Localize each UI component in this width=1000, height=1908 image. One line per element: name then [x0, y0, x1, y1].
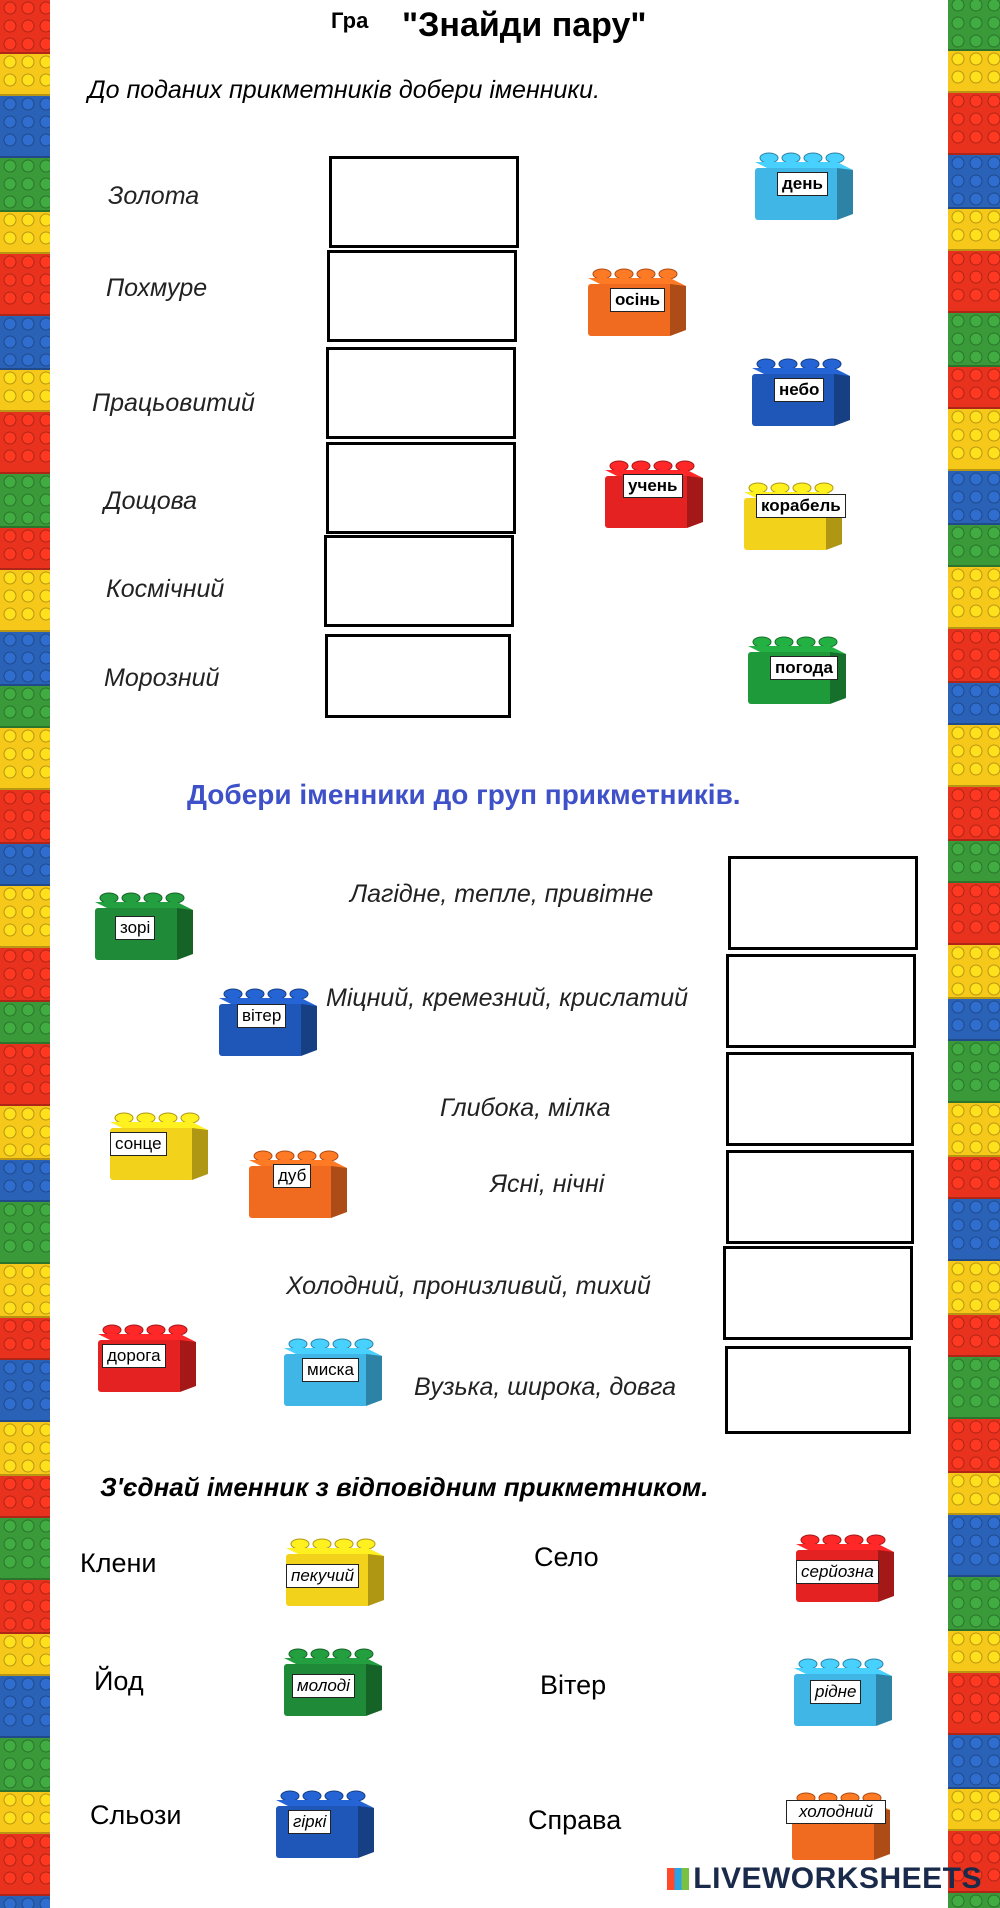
- lego-border-left: [0, 0, 50, 1908]
- group-5: Холодний, пронизливий, тихий: [286, 1272, 651, 1300]
- noun-selo: Село: [534, 1542, 599, 1572]
- page-title: "Знайди пару": [402, 6, 647, 44]
- group-drop-2[interactable]: [726, 954, 916, 1048]
- adjective-6: Морозний: [104, 664, 220, 692]
- drop-zone-6[interactable]: [325, 634, 511, 718]
- group-drop-6[interactable]: [725, 1346, 911, 1434]
- adjective-4: Дощова: [104, 487, 198, 515]
- drop-zone-3[interactable]: [326, 347, 516, 439]
- group-drop-1[interactable]: [728, 856, 918, 950]
- drop-zone-4[interactable]: [326, 442, 516, 534]
- noun-kleny: Клени: [80, 1548, 157, 1578]
- drop-zone-5[interactable]: [324, 535, 514, 627]
- adjective-2: Похмуре: [106, 274, 208, 302]
- liveworksheets-icon: [667, 1868, 689, 1890]
- group-2: Міцний, кремезний, крислатий: [326, 984, 689, 1012]
- section2-heading: Добери іменники до груп прикметників.: [187, 779, 741, 810]
- noun-viter: Вітер: [540, 1670, 607, 1700]
- noun-slozy: Сльози: [90, 1800, 182, 1830]
- drop-zone-1[interactable]: [329, 156, 519, 248]
- group-1: Лагідне, тепле, привітне: [350, 880, 654, 908]
- liveworksheets-logo: LIVEWORKSHEETS: [667, 1862, 982, 1896]
- group-drop-5[interactable]: [723, 1246, 913, 1340]
- group-3: Глибока, мілка: [440, 1094, 611, 1122]
- noun-yod: Йод: [94, 1666, 144, 1696]
- game-label: Гра: [331, 8, 369, 33]
- adjective-3: Працьовитий: [92, 389, 255, 417]
- section3-instruction: З'єднай іменник з відповідним прикметником.: [100, 1472, 709, 1502]
- drop-zone-2[interactable]: [327, 250, 517, 342]
- group-6: Вузька, широка, довга: [414, 1373, 677, 1401]
- group-drop-4[interactable]: [726, 1150, 914, 1244]
- group-drop-3[interactable]: [726, 1052, 914, 1146]
- noun-sprava: Справа: [528, 1805, 622, 1835]
- section1-instruction: До поданих прикметників добери іменники.: [88, 76, 601, 104]
- adjective-1: Золота: [108, 182, 200, 210]
- lego-border-right: [948, 0, 1000, 1908]
- adjective-5: Космічний: [106, 575, 225, 603]
- group-4: Ясні, нічні: [490, 1170, 605, 1198]
